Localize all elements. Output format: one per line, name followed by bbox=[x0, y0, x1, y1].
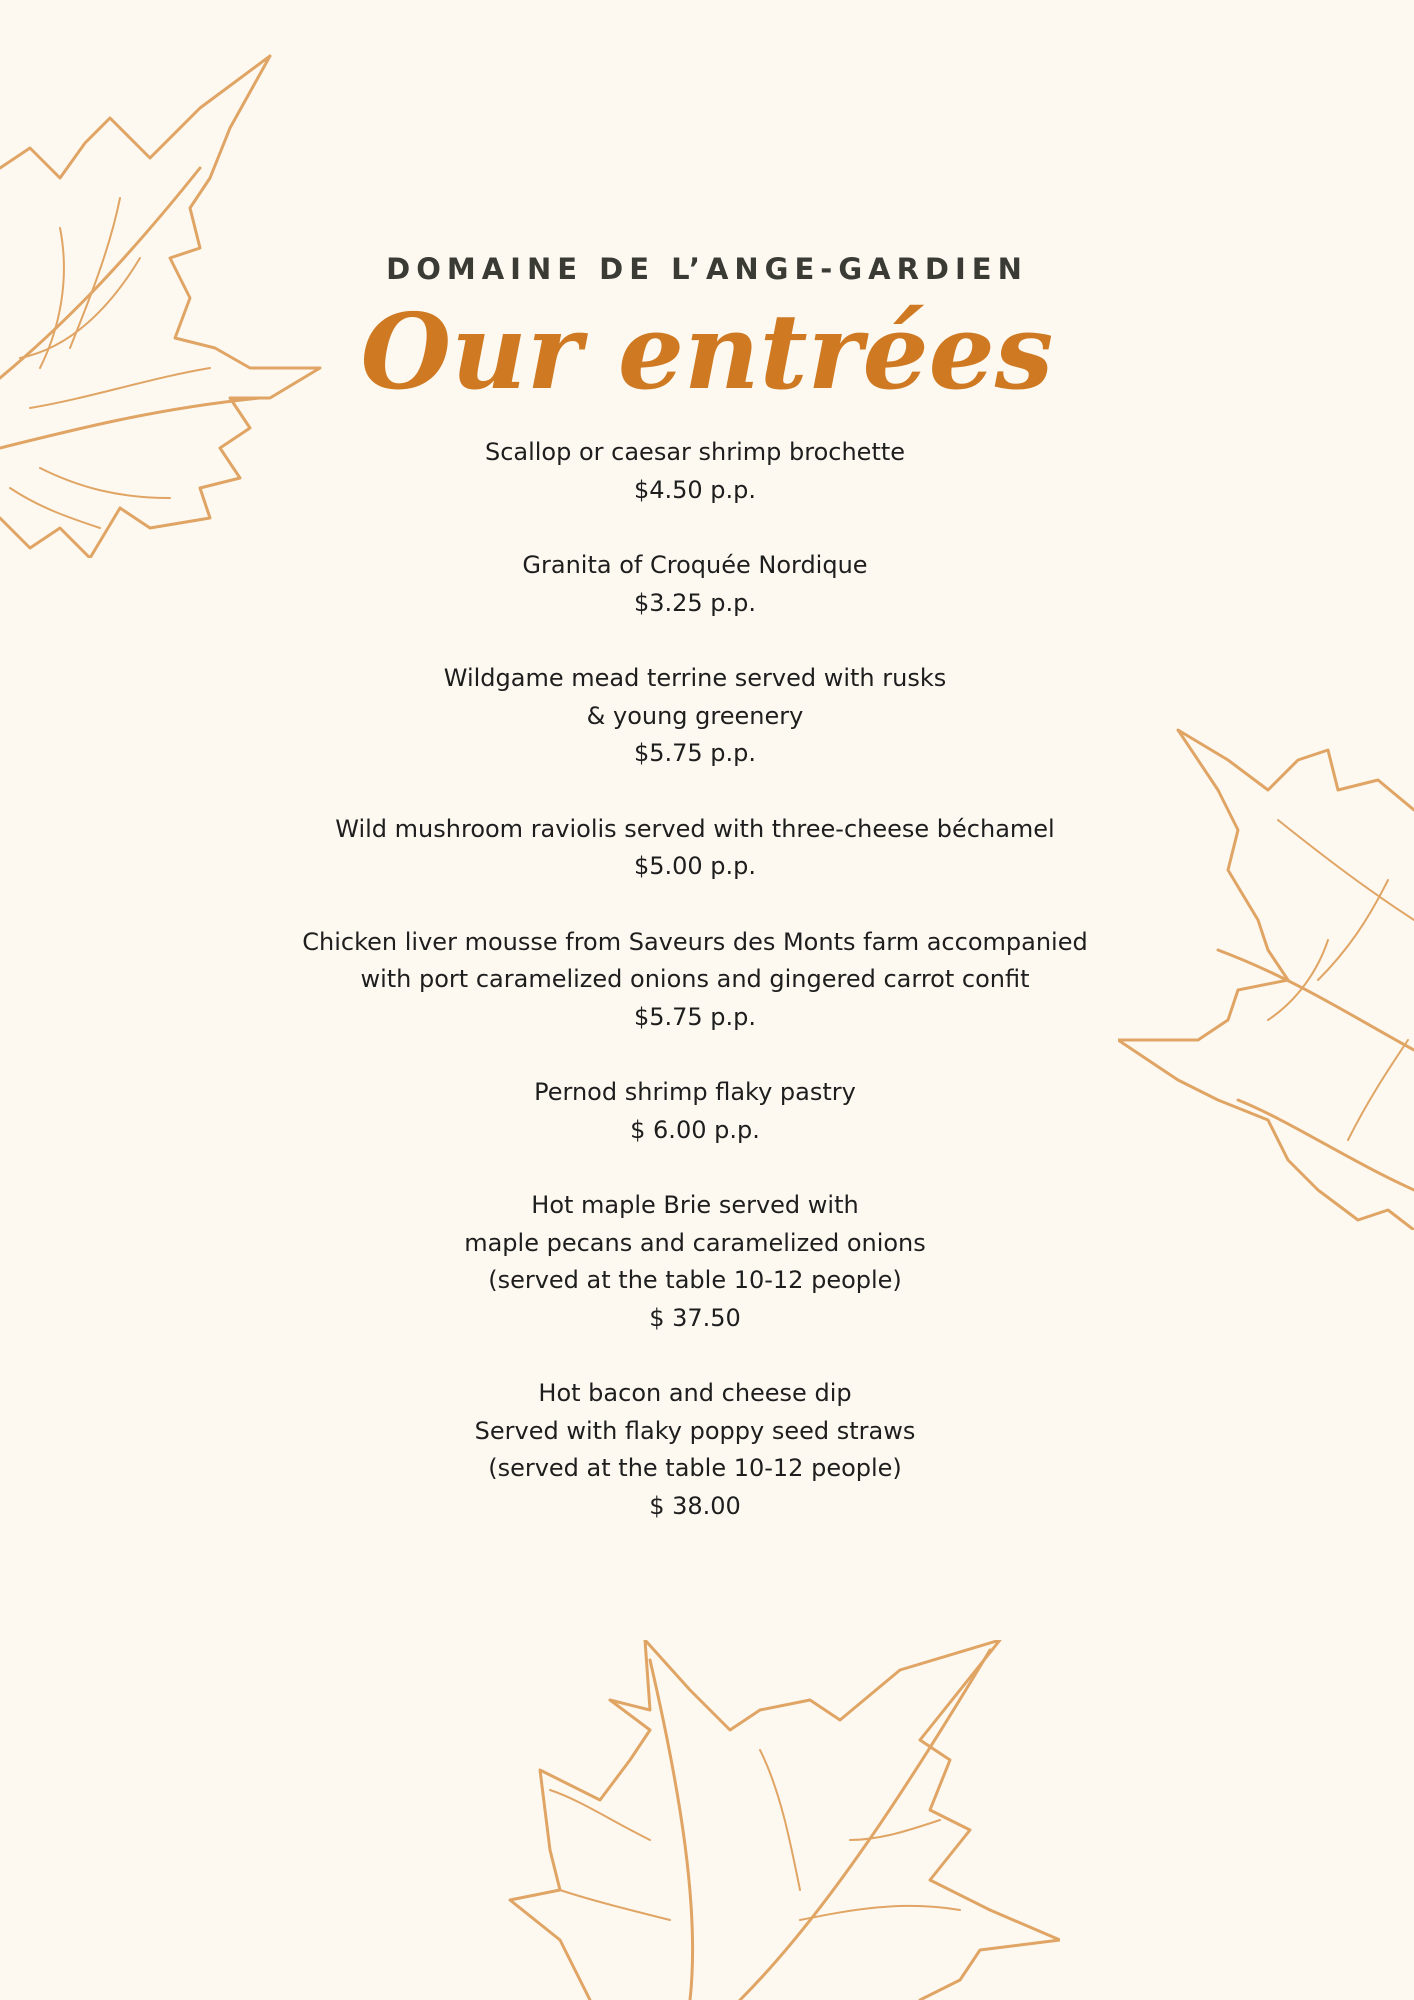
menu-item-name: Wildgame mead terrine served with rusks bbox=[443, 664, 947, 692]
menu-item-price: $5.00 p.p. bbox=[633, 852, 757, 880]
menu-item-price: $3.25 p.p. bbox=[633, 588, 757, 617]
menu-item-price: $ 6.00 p.p. bbox=[630, 1115, 760, 1144]
menu-item-name: Hot maple Brie served with bbox=[531, 1191, 859, 1219]
menu-item-price: $4.50 p.p. bbox=[633, 475, 757, 504]
maple-leaf-icon bbox=[500, 1640, 1060, 2000]
menu-item-price: $5.75 p.p. bbox=[633, 1002, 757, 1031]
menu-item-description: Served with flaky poppy seed straws bbox=[474, 1416, 916, 1445]
menu-item-price: $ 37.50 bbox=[649, 1303, 741, 1332]
menu-item-name: Wild mushroom raviolis served with three-cheese béchamel bbox=[335, 814, 1055, 843]
restaurant-name: DOMAINE DE L’ANGE-GARDIEN bbox=[386, 252, 1028, 286]
menu-item-price: $5.75 p.p. bbox=[633, 739, 757, 767]
menu-item bbox=[0, 1375, 1390, 1525]
entrees-menu bbox=[0, 434, 1390, 1563]
menu-item-description: with port caramelized onions and gingered carrot confit bbox=[360, 965, 1030, 993]
menu-item bbox=[0, 434, 1390, 509]
menu-item-name: Hot bacon and cheese dip bbox=[538, 1379, 852, 1407]
menu-item-note: (served at the table 10-12 people) bbox=[488, 1266, 902, 1294]
menu-item bbox=[0, 660, 1390, 773]
menu-item bbox=[0, 547, 1390, 622]
menu-item-name: Pernod shrimp flaky pastry bbox=[534, 1078, 856, 1106]
menu-item-name: Scallop or caesar shrimp brochette bbox=[484, 438, 906, 466]
menu-item-description: & young greenery bbox=[586, 701, 804, 730]
menu-item-price: $ 38.00 bbox=[649, 1491, 741, 1520]
menu-item bbox=[0, 1074, 1390, 1149]
menu-item-name: Chicken liver mousse from Saveurs des Monts farm accompanied bbox=[302, 927, 1088, 956]
menu-item-name: Granita of Croquée Nordique bbox=[522, 551, 868, 579]
menu-item-description: maple pecans and caramelized onions bbox=[464, 1228, 926, 1257]
menu-item bbox=[0, 924, 1390, 1037]
menu-item-note: (served at the table 10-12 people) bbox=[488, 1454, 902, 1482]
page-title: Our entrées bbox=[360, 290, 1054, 413]
menu-item bbox=[0, 811, 1390, 886]
menu-item bbox=[0, 1187, 1390, 1337]
